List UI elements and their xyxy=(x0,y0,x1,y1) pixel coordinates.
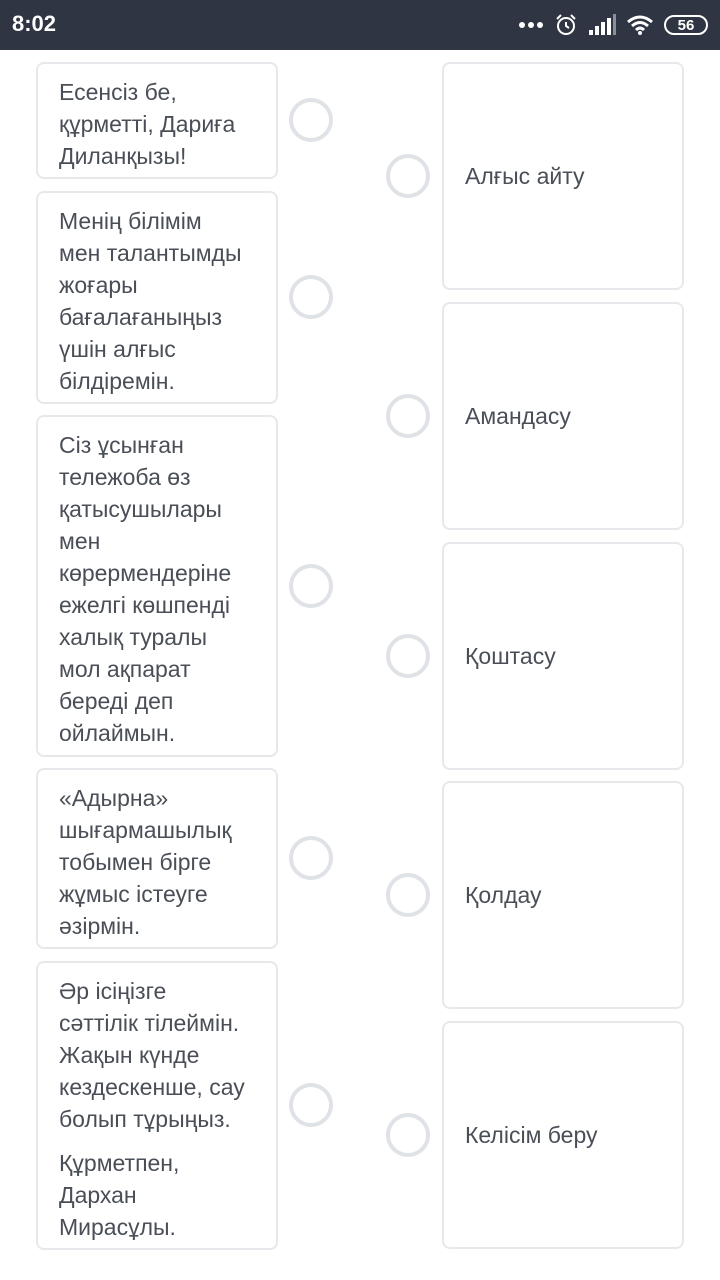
right-item-label: Алғыс айту xyxy=(465,162,585,189)
left-item-1[interactable] xyxy=(36,62,278,179)
left-connector-radio-1[interactable] xyxy=(289,98,333,142)
left-connector-radio-5[interactable] xyxy=(289,1083,333,1127)
left-item-3[interactable] xyxy=(36,415,278,757)
left-connector-radio-2[interactable] xyxy=(289,275,333,319)
left-item-signature: Құрметпен, Дархан Мирасұлы. xyxy=(59,1150,180,1240)
right-item-label: Қоштасу xyxy=(465,642,556,669)
battery-level: 56 xyxy=(677,16,695,34)
left-connector-radio-4[interactable] xyxy=(289,836,333,880)
right-connector-radio-4[interactable] xyxy=(386,873,430,917)
right-connector-radio-3[interactable] xyxy=(386,634,430,678)
left-item-2[interactable] xyxy=(36,191,278,404)
right-item-label: Келісім беру xyxy=(465,1121,598,1148)
left-item-text: «Адырна» шығармашылық тобымен бірге жұмыс істеуге әзірмін. xyxy=(59,785,232,939)
right-item-label: Амандасу xyxy=(465,402,571,429)
right-connector-radio-5[interactable] xyxy=(386,1113,430,1157)
signal-icon xyxy=(588,14,616,36)
status-bar xyxy=(0,0,720,50)
right-item-5[interactable] xyxy=(442,1021,684,1249)
more-dots-icon xyxy=(518,20,544,30)
right-item-2[interactable] xyxy=(442,302,684,530)
left-item-4[interactable] xyxy=(36,768,278,949)
status-icons xyxy=(518,12,708,38)
left-item-text: Сіз ұсынған тележоба өз қатысушылары мен көрермендеріне ежелгі көшпенді халық туралы мол ақпарат береді деп ойлаймын. xyxy=(59,432,232,746)
status-time: 8:02 xyxy=(12,11,57,36)
right-item-label: Қолдау xyxy=(465,881,542,908)
right-connector-radio-1[interactable] xyxy=(386,154,430,198)
alarm-icon xyxy=(554,13,578,37)
left-item-text: Есенсіз бе, құрметті, Дариға Диланқызы! xyxy=(59,79,236,169)
left-item-5[interactable] xyxy=(36,961,278,1250)
battery-icon xyxy=(664,15,708,35)
right-item-3[interactable] xyxy=(442,542,684,770)
wifi-icon xyxy=(626,14,654,36)
right-item-1[interactable] xyxy=(442,62,684,290)
left-connector-radio-3[interactable] xyxy=(289,564,333,608)
left-item-text: Менің білімім мен талантымды жоғары бағалағаныңыз үшін алғыс білдіремін. xyxy=(59,208,242,394)
right-connector-radio-2[interactable] xyxy=(386,394,430,438)
left-item-text: Әр ісіңізге сәттілік тілеймін. Жақын күнде кездескенше, сау болып тұрыңыз. xyxy=(59,978,245,1132)
right-item-4[interactable] xyxy=(442,781,684,1009)
